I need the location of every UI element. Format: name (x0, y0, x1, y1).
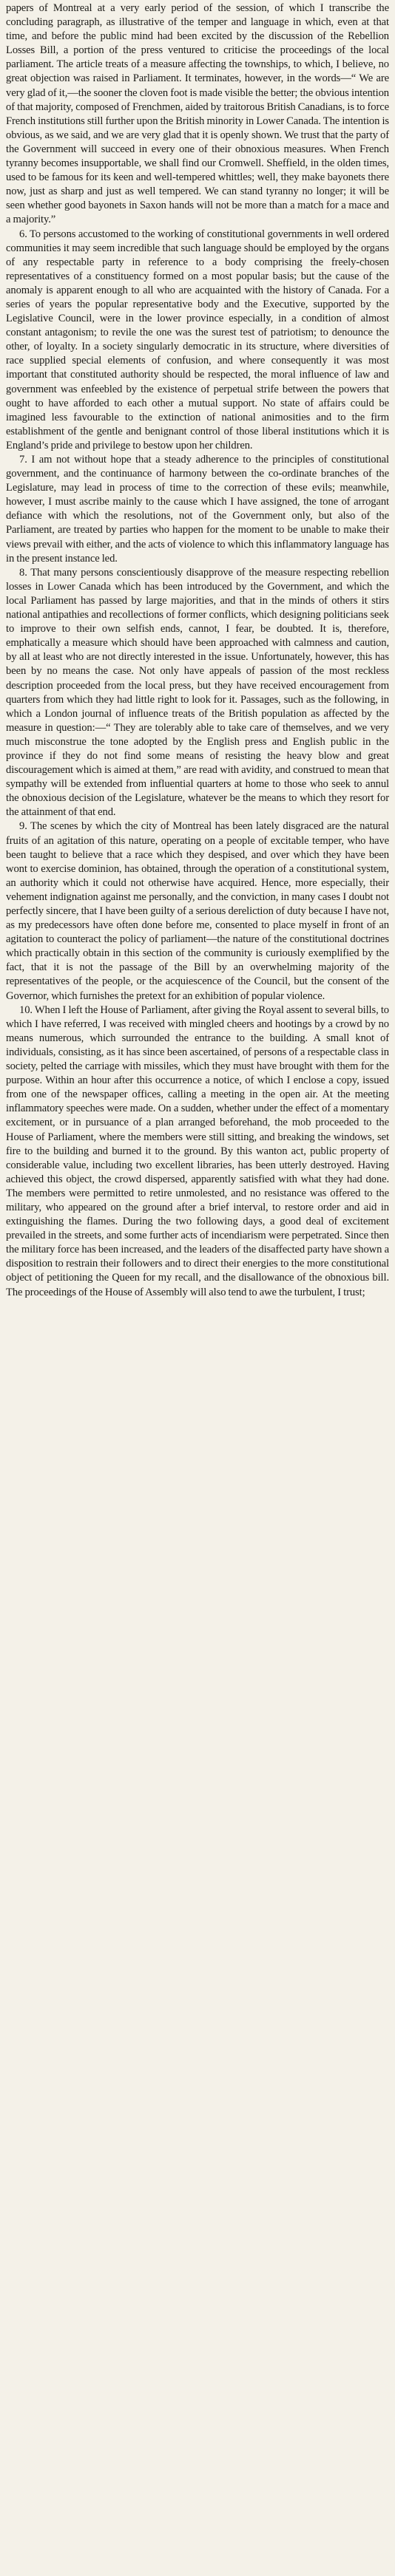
paragraph-8: 8. That many persons conscientiously disapprove of the measure respecting rebellion losses in Lower Canada which has been introduced by the Government, and which the local Parliament has passed by large majorities, and that in the minds of others it stirs national antipathies and recollections of former conflicts, which designing politicians seek to improve to their own selfish ends, cannot, I fear, be doubted. It is, therefore, emphatically a measure which should have been approached with calmness and caution, by all at least who are not directly interested in the issue. Unfortunately, however, this has been by no means the case. Not only have appeals of passion of the most reckless description proceeded from the local press, but they have received encouragement from quarters from which they had little right to look for it. Passages, such as the following, in which a London journal of influence treats of the British population as affected by the measure in question:—“ They are tolerably able to take care of themselves, and we very much misconstrue the tone adopted by the English press and English public in the province if they do not find some means of resisting the heavy blow and great discouragement which is aimed at them,” are read with avidity, and construed to mean that sympathy will be extended from influential quarters at home to those who seek to annul the obnoxious decision of the Legislature, whatever be the means to which they resort for the attainment of that end. (6, 566, 389, 819)
paragraph-6: 6. To persons accustomed to the working of constitutional governments in well ordered communities it may seem incredible that such language should be employed by the organs of any respectable party in reference to a body comprising the freely-chosen representatives of a constituency formed on a most popular basis; but the cause of the anomaly is apparent enough to all who are acquainted with the history of Canada. For a series of years the popular representative body and the Executive, supported by the Legislative Council, were in the lower province especially, in a condition of almost constant antagonism; to revile the one was the surest test of patriotism; to denounce the other, of loyalty. In a society singularly democratic in its structure, where diversities of race supplied special elements of confusion, and where consequently it was most important that constituted authority should be respected, the moral influence of law and government was enfeebled by the existence of perpetual strife between the powers that ought to have afforded to each other a mutual support. No state of affairs could be imagined less favourable to the extinction of national animosities and to the firm establishment of the gentle and benignant control of those liberal institutions which it is England’s pride and privilege to bestow upon her children. (6, 228, 389, 452)
paragraph-10: 10. When I left the House of Parliament, after giving the Royal assent to several bills, to which I have referred, I was received with mingled cheers and hootings by a crowd by no means numerous, which surrounded the entrance to the building. A small knot of individuals, consisting, as it has since been ascertained, of persons of a respectable class in society, pelted the carriage with missiles, which they must have brought with them for the purpose. Within an hour after this occurrence a notice, of which I enclose a copy, issued from one of the newspaper offices, calling a meeting in the open air. At the meeting inflammatory speeches were made. On a sudden, whether under the effect of a momentary excitement, or in pursuance of a plan arranged beforehand, the mob proceeded to the House of Parliament, where the members were still sitting, and breaking the windows, set fire to the building and burned it to the ground. By this wanton act, public property of considerable value, including two excellent libraries, has been utterly destroyed. Having achieved this object, the crowd dispersed, apparently satisfied with what they had done. The members were permitted to retire unmolested, and no resistance was offered to the military, who appeared on the ground after a brief interval, to restore order and aid in extinguishing the flames. During the two following days, a good deal of excitement prevailed in the streets, and some further acts of incendiarism were perpetrated. Since then the military force has been increased, and the leaders of the disaffected party have shown a disposition to restrain their followers and to direct their energies to the more constitutional object of petitioning the Queen for my recall, and the disallowance of the obnoxious bill. The proceedings of the House of Assembly will also tend to awe the turbulent, I trust; (6, 1004, 389, 1298)
paragraph-5-continuation: papers of Montreal at a very early period of the session, of which I transcribe the concluding paragraph, as illustrative of the temper and language in which, even at that time, and before the public mind had been excited by the discussion of the Rebellion Losses Bill, a portion of the press ventured to criticise the proceedings of the local parliament. The article treats of a measure affecting the townships, to which, I believe, no great objection was raised in Parliament. It terminates, however, in the words—“ We are very glad of it,—the sooner the cloven foot is made visible the better; the obvious intention of that majority, composed of Frenchmen, aided by traitorous British Canadians, is to force French institutions still further upon the British minority in Lower Canada. The intention is obvious, as we said, and we are very glad that it is openly shown. We trust that the party of the Government will succeed in every one of their obnoxious measures. When French tyranny becomes insupportable, we shall find our Cromwell. Sheffield, in the olden times, used to be famous for its keen and well-tempered whittles; well, they make bayonets there now, just as sharp and just as well tempered. We can stand tyranny no longer; it will be seen whether good bayonets in Saxon hands will not be more than a match for a mace and a majority.” (6, 2, 389, 226)
paragraph-9: 9. The scenes by which the city of Montreal has been lately disgraced are the natural fruits of an agitation of this nature, operating on a people of excitable temper, who have been taught to believe that a race which they despised, and over which they have been wont to exercise dominion, has obtained, through the operation of a constitutional system, an authority which it could not otherwise have acquired. Hence, more especially, their vehement indignation against me personally, and the conviction, in many cases I doubt not perfectly sincere, that I have been guilty of a serious dereliction of duty because I have not, as my predecessors have often done before me, consented to place myself in front of an agitation to counteract the policy of parliament—the nature of the constitutional doctrines which practically obtain in this section of the community is curiously exemplified by the fact, that it is not the passage of the Bill by an overwhelming majority of the representatives of the people, or the acquiescence of the Council, but the consent of the Governor, which furnishes the pretext for an exhibition of popular violence. (6, 820, 389, 1002)
paragraph-7: 7. I am not without hope that a steady adherence to the principles of constitutional government, and the continuance of harmony between the co-ordinate branches of the Legislature, may lead in process of time to the correction of these evils; meanwhile, however, I must ascribe mainly to the cause which I have assigned, the tone of arrogant defiance with which the resolutions, not of the Government only, but also of the Parliament, are treated by parties who happen for the moment to be unable to make their views prevail with either, and the acts of violence to which this inflammatory language has in the present instance led. (6, 454, 389, 565)
article-body (6, 1, 389, 1300)
